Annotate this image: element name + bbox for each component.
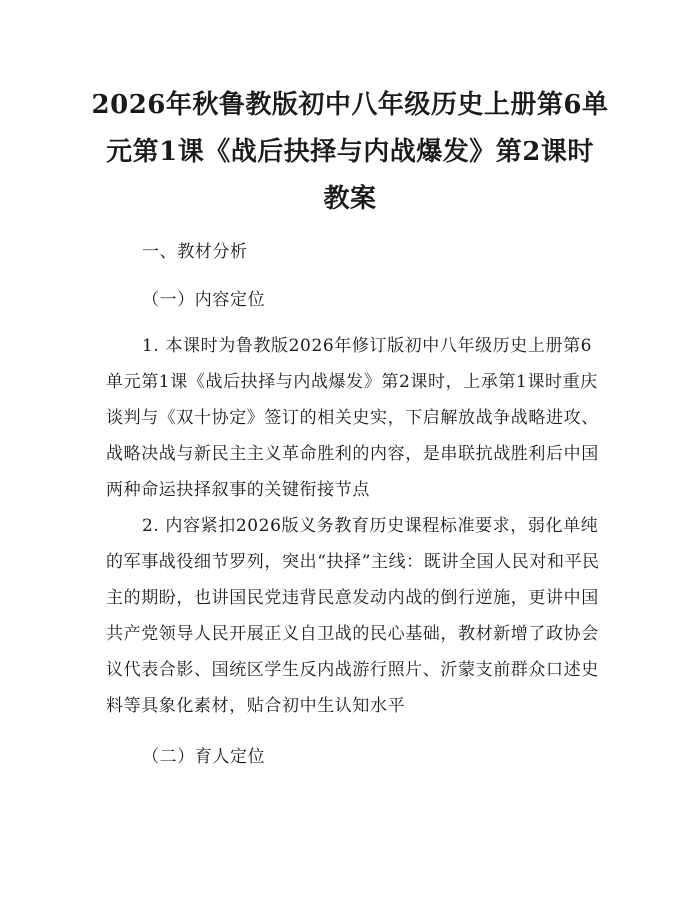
subsection-heading-content-positioning: （一）内容定位 (142, 290, 266, 310)
paragraph-2: 2. 内容紧扣2026版义务教育历史课程标准要求，弱化单纯的军事战役细节罗列，突出“抉择”主线：既讲全国人民对和平民主的期盼，也讲国民党违背民意发动内战的倒行逆施，更讲中国共产党领导人民开展正义自卫战的民心基础，教材新增了政协会议代表合影、国统区学生反内战游行照片、沂蒙支前群众口述史料等具象化素材，贴合初中生认知水平 (106, 516, 600, 716)
paragraph-1: 1. 本课时为鲁教版2026年修订版初中八年级历史上册第6单元第1课《战后抉择与内战爆发》第2课时，上承第1课时重庆谈判与《双十协定》签订的相关史实，下启解放战争战略进攻、战略决战与新民主主义革命胜利的内容，是串联抗战胜利后中国两种命运抉择叙事的关键衔接节点 (106, 336, 599, 500)
subsection-heading-education-positioning: （二）育人定位 (142, 747, 266, 767)
section-heading-textbook-analysis: 一、教材分析 (142, 242, 248, 262)
title-line-1: 2026年秋鲁教版初中八年级历史上册第6单 (91, 90, 609, 120)
title-line-2: 元第1课《战后抉择与内战爆发》第2课时 (106, 137, 594, 167)
document-title (90, 82, 610, 223)
title-line-3: 教案 (323, 184, 377, 214)
